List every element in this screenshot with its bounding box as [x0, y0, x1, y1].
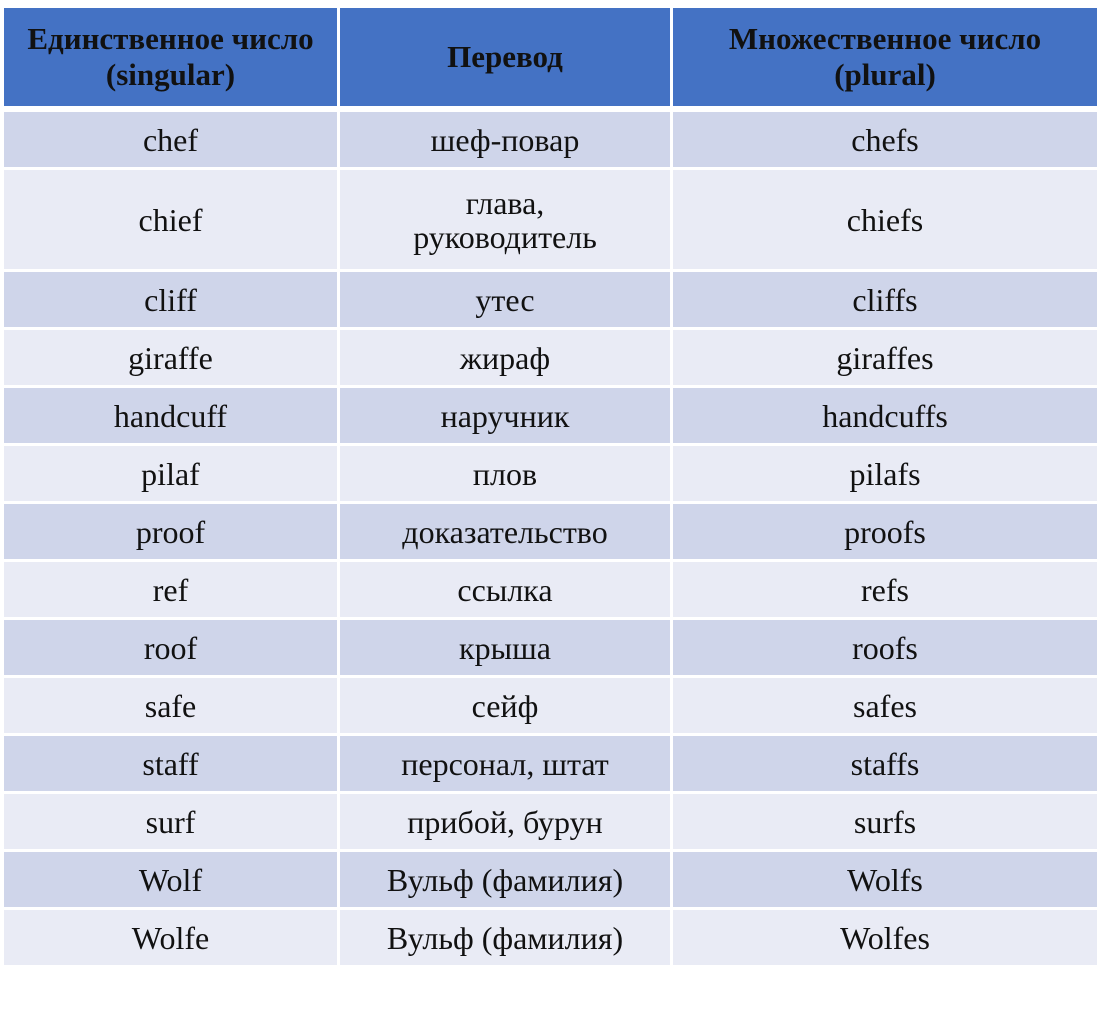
table-row	[3, 387, 1099, 445]
cell-translation: жираф	[339, 329, 672, 387]
header-singular: Единственное число (singular)	[3, 7, 339, 110]
cell-translation: ссылка	[339, 561, 672, 619]
cell-plural: pilafs	[672, 445, 1099, 503]
table-row	[3, 109, 1099, 169]
cell-singular: pilaf	[3, 445, 339, 503]
cell-plural: Wolfs	[672, 851, 1099, 909]
cell-plural: roofs	[672, 619, 1099, 677]
cell-singular: surf	[3, 793, 339, 851]
cell-singular: proof	[3, 503, 339, 561]
table-row	[3, 561, 1099, 619]
header-plural: Множественное число (plural)	[672, 7, 1099, 110]
translation-line-1: глава,	[465, 184, 545, 221]
table-row	[3, 735, 1099, 793]
cell-translation: Вульф (фамилия)	[339, 851, 672, 909]
cell-plural: surfs	[672, 793, 1099, 851]
table-container	[1, 5, 1097, 968]
header-translation: Перевод	[339, 7, 672, 110]
table-row	[3, 677, 1099, 735]
cell-singular: handcuff	[3, 387, 339, 445]
cell-plural: handcuffs	[672, 387, 1099, 445]
cell-translation: утес	[339, 271, 672, 329]
cell-plural: staffs	[672, 735, 1099, 793]
cell-plural: giraffes	[672, 329, 1099, 387]
cell-singular: chef	[3, 109, 339, 169]
translation-line-2: руководитель	[413, 218, 597, 255]
table-row	[3, 445, 1099, 503]
cell-translation: плов	[339, 445, 672, 503]
cell-translation: крыша	[339, 619, 672, 677]
cell-plural: proofs	[672, 503, 1099, 561]
cell-singular: cliff	[3, 271, 339, 329]
plural-forms-table	[1, 5, 1100, 968]
cell-plural: Wolfes	[672, 909, 1099, 967]
cell-singular: Wolfe	[3, 909, 339, 967]
cell-translation: персонал, штат	[339, 735, 672, 793]
cell-translation	[339, 169, 672, 271]
cell-translation: сейф	[339, 677, 672, 735]
cell-singular: giraffe	[3, 329, 339, 387]
table-row	[3, 619, 1099, 677]
table-row	[3, 793, 1099, 851]
cell-translation: наручник	[339, 387, 672, 445]
cell-translation: доказательство	[339, 503, 672, 561]
table-row	[3, 329, 1099, 387]
cell-translation: шеф-повар	[339, 109, 672, 169]
header-row	[3, 7, 1099, 110]
table-row	[3, 503, 1099, 561]
cell-singular: ref	[3, 561, 339, 619]
cell-translation: Вульф (фамилия)	[339, 909, 672, 967]
cell-singular: Wolf	[3, 851, 339, 909]
cell-translation: прибой, бурун	[339, 793, 672, 851]
cell-plural: chefs	[672, 109, 1099, 169]
cell-plural: chiefs	[672, 169, 1099, 271]
table-row	[3, 909, 1099, 967]
table-header	[3, 7, 1099, 110]
table-row	[3, 851, 1099, 909]
cell-singular: roof	[3, 619, 339, 677]
cell-singular: staff	[3, 735, 339, 793]
table-body	[3, 109, 1099, 967]
cell-plural: safes	[672, 677, 1099, 735]
table-row	[3, 271, 1099, 329]
cell-singular: safe	[3, 677, 339, 735]
cell-singular: chief	[3, 169, 339, 271]
table-row	[3, 169, 1099, 271]
cell-plural: refs	[672, 561, 1099, 619]
cell-plural: cliffs	[672, 271, 1099, 329]
